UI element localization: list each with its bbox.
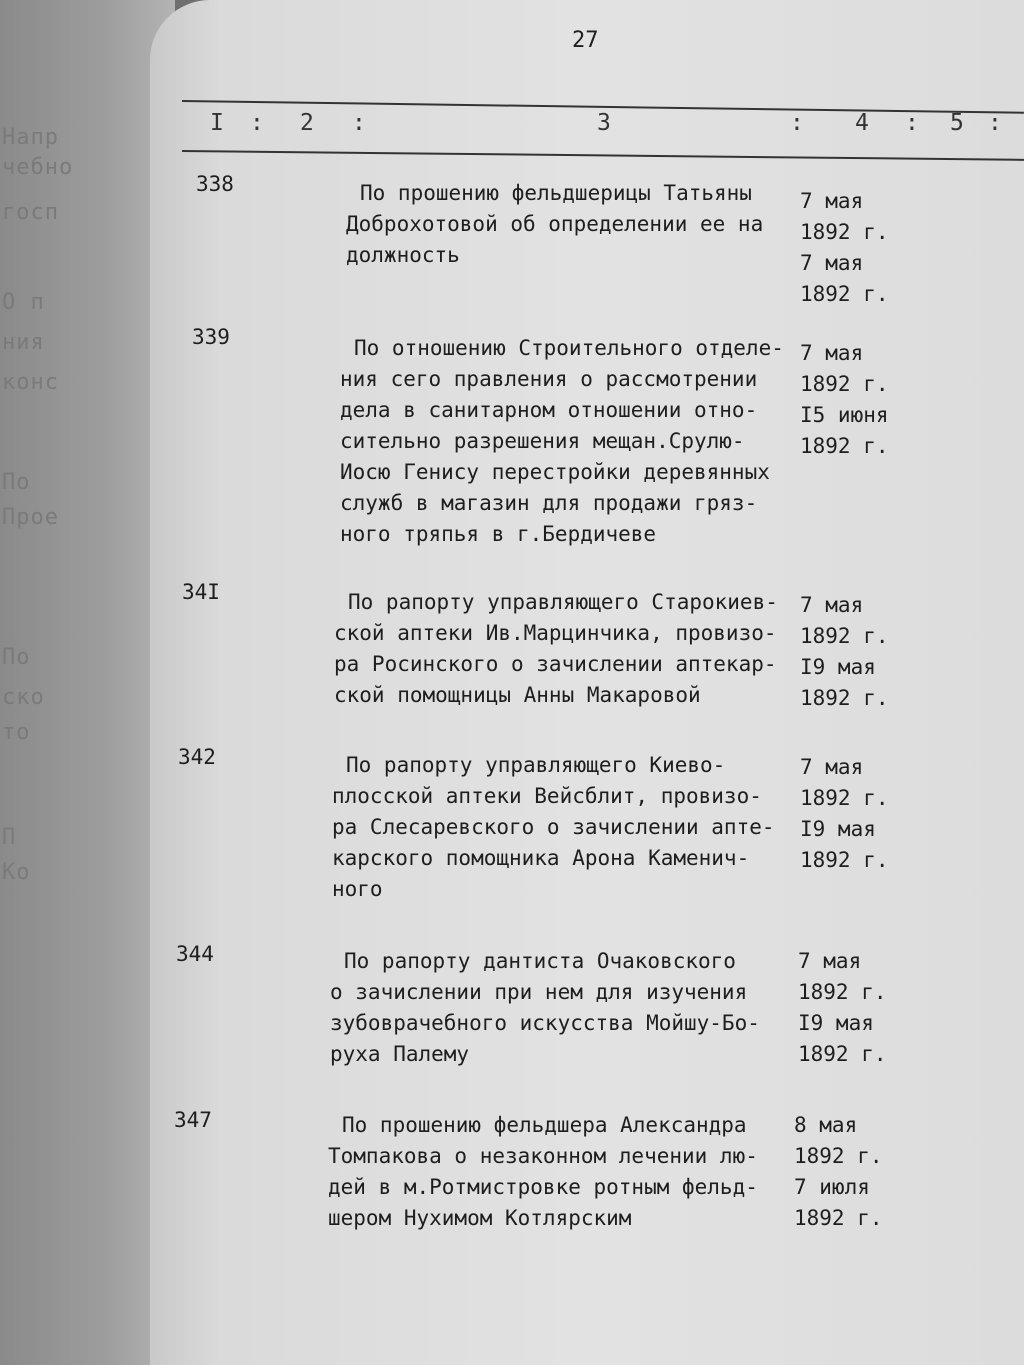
column-header-1: I bbox=[210, 110, 224, 136]
date-line: I5 июня bbox=[800, 403, 889, 427]
entry-line: о зачислении при нем для изучения bbox=[330, 980, 748, 1004]
entry-line: руха Палему bbox=[330, 1042, 470, 1066]
column-separator: : bbox=[352, 110, 366, 136]
entry-dates bbox=[800, 752, 889, 876]
date-line: 1892 г. bbox=[800, 282, 889, 306]
date-line: 7 мая bbox=[800, 593, 864, 617]
facing-page bbox=[0, 0, 175, 1365]
date-line: 7 мая bbox=[800, 755, 864, 779]
column-header-5: 5 bbox=[950, 110, 964, 136]
entry-line: сительно разрешения мещан.Срулю- bbox=[340, 429, 745, 453]
entry-line: ного тряпья в г.Бердичеве bbox=[340, 522, 657, 546]
entry-dates bbox=[794, 1110, 883, 1234]
entry-number: 339 bbox=[192, 325, 230, 349]
entry-description bbox=[346, 178, 763, 271]
entry-dates bbox=[800, 590, 889, 714]
date-line: 1892 г. bbox=[800, 686, 889, 710]
date-line: 7 мая bbox=[800, 251, 864, 275]
entry-description bbox=[334, 587, 778, 711]
entry-dates bbox=[800, 186, 889, 310]
bleed-text: госп bbox=[2, 200, 59, 225]
entry-line: служб в магазин для продажи гряз- bbox=[340, 491, 758, 515]
entry-line: должность bbox=[346, 243, 460, 267]
date-line: 7 мая bbox=[800, 341, 864, 365]
entry-dates bbox=[798, 946, 887, 1070]
entry-dates bbox=[800, 338, 889, 462]
date-line: 1892 г. bbox=[800, 220, 889, 244]
date-line: 7 июля bbox=[794, 1175, 870, 1199]
bleed-text: ско bbox=[2, 685, 45, 710]
bleed-text: Напр bbox=[2, 125, 59, 150]
entry-line: По прошению фельдшерицы Татьяны bbox=[360, 181, 752, 205]
date-line: 1892 г. bbox=[800, 434, 889, 458]
column-separator: : bbox=[790, 110, 804, 136]
date-line: I9 мая bbox=[800, 817, 876, 841]
entry-line: По рапорту управляющего Киево- bbox=[346, 753, 726, 777]
bleed-text: Прое bbox=[2, 505, 59, 530]
date-line: I9 мая bbox=[800, 655, 876, 679]
entry-line: Доброхотовой об определении ее на bbox=[346, 212, 764, 236]
bleed-text: О п bbox=[2, 290, 45, 315]
entry-line: шером Нухимом Котлярским bbox=[328, 1206, 632, 1230]
entry-line: Иосю Генису перестройки деревянных bbox=[340, 460, 770, 484]
entry-line: По рапорту дантиста Очаковского bbox=[344, 949, 736, 973]
entry-description bbox=[340, 333, 784, 550]
column-separator: : bbox=[250, 110, 264, 136]
entry-number: 342 bbox=[178, 745, 216, 769]
column-header-3: 3 bbox=[597, 110, 611, 136]
date-line: 1892 г. bbox=[800, 624, 889, 648]
entry-description bbox=[330, 946, 760, 1070]
column-header-2: 2 bbox=[300, 110, 314, 136]
entry-line: ра Росинского о зачислении аптекар- bbox=[334, 652, 777, 676]
date-line: 8 мая bbox=[794, 1113, 858, 1137]
entry-line: ской аптеки Ив.Марцинчика, провизо- bbox=[334, 621, 777, 645]
entry-number: 338 bbox=[196, 172, 234, 196]
entry-line: карского помощника Арона Каменич- bbox=[332, 846, 750, 870]
entry-line: По рапорту управляющего Старокиев- bbox=[348, 590, 778, 614]
entry-line: зубоврачебного искусства Мойшу-Бо- bbox=[330, 1011, 760, 1035]
entry-line: По отношению Строительного отделе- bbox=[354, 336, 784, 360]
bleed-text: ния bbox=[2, 330, 45, 355]
date-line: 1892 г. bbox=[800, 372, 889, 396]
entry-line: плосской аптеки Вейсблит, провизо- bbox=[332, 784, 762, 808]
column-separator: : bbox=[905, 110, 919, 136]
entry-number: 344 bbox=[176, 942, 214, 966]
date-line: 1892 г. bbox=[798, 1042, 887, 1066]
bleed-text: П bbox=[2, 825, 17, 850]
bleed-text: то bbox=[2, 720, 31, 745]
entry-line: дей в м.Ротмистровке ротным фельд- bbox=[328, 1175, 758, 1199]
bleed-text: конс bbox=[2, 370, 59, 395]
date-line: 7 мая bbox=[800, 189, 864, 213]
column-header-4: 4 bbox=[855, 110, 869, 136]
bleed-text: По bbox=[2, 645, 31, 670]
entry-line: По прошению фельдшера Александра bbox=[342, 1113, 747, 1137]
bleed-text: Ко bbox=[2, 860, 31, 885]
column-separator: : bbox=[988, 110, 1002, 136]
entry-line: ской помощницы Анны Макаровой bbox=[334, 683, 701, 707]
date-line: 1892 г. bbox=[800, 848, 889, 872]
entry-number: 34I bbox=[182, 580, 220, 604]
date-line: 1892 г. bbox=[798, 980, 887, 1004]
date-line: I9 мая bbox=[798, 1011, 874, 1035]
entry-line: ра Слесаревского о зачислении апте- bbox=[332, 815, 775, 839]
entry-description bbox=[332, 750, 775, 905]
date-line: 7 мая bbox=[798, 949, 862, 973]
page-number: 27 bbox=[572, 28, 599, 53]
date-line: 1892 г. bbox=[800, 786, 889, 810]
entry-number: 347 bbox=[174, 1108, 212, 1132]
date-line: 1892 г. bbox=[794, 1206, 883, 1230]
entry-description bbox=[328, 1110, 758, 1234]
entry-line: ния сего правления о рассмотрении bbox=[340, 367, 758, 391]
entry-line: ного bbox=[332, 877, 383, 901]
entry-line: дела в санитарном отношении отно- bbox=[340, 398, 758, 422]
date-line: 1892 г. bbox=[794, 1144, 883, 1168]
bleed-text: чебно bbox=[2, 155, 74, 180]
entry-line: Томпакова о незаконном лечении лю- bbox=[328, 1144, 758, 1168]
bleed-text: По bbox=[2, 470, 31, 495]
